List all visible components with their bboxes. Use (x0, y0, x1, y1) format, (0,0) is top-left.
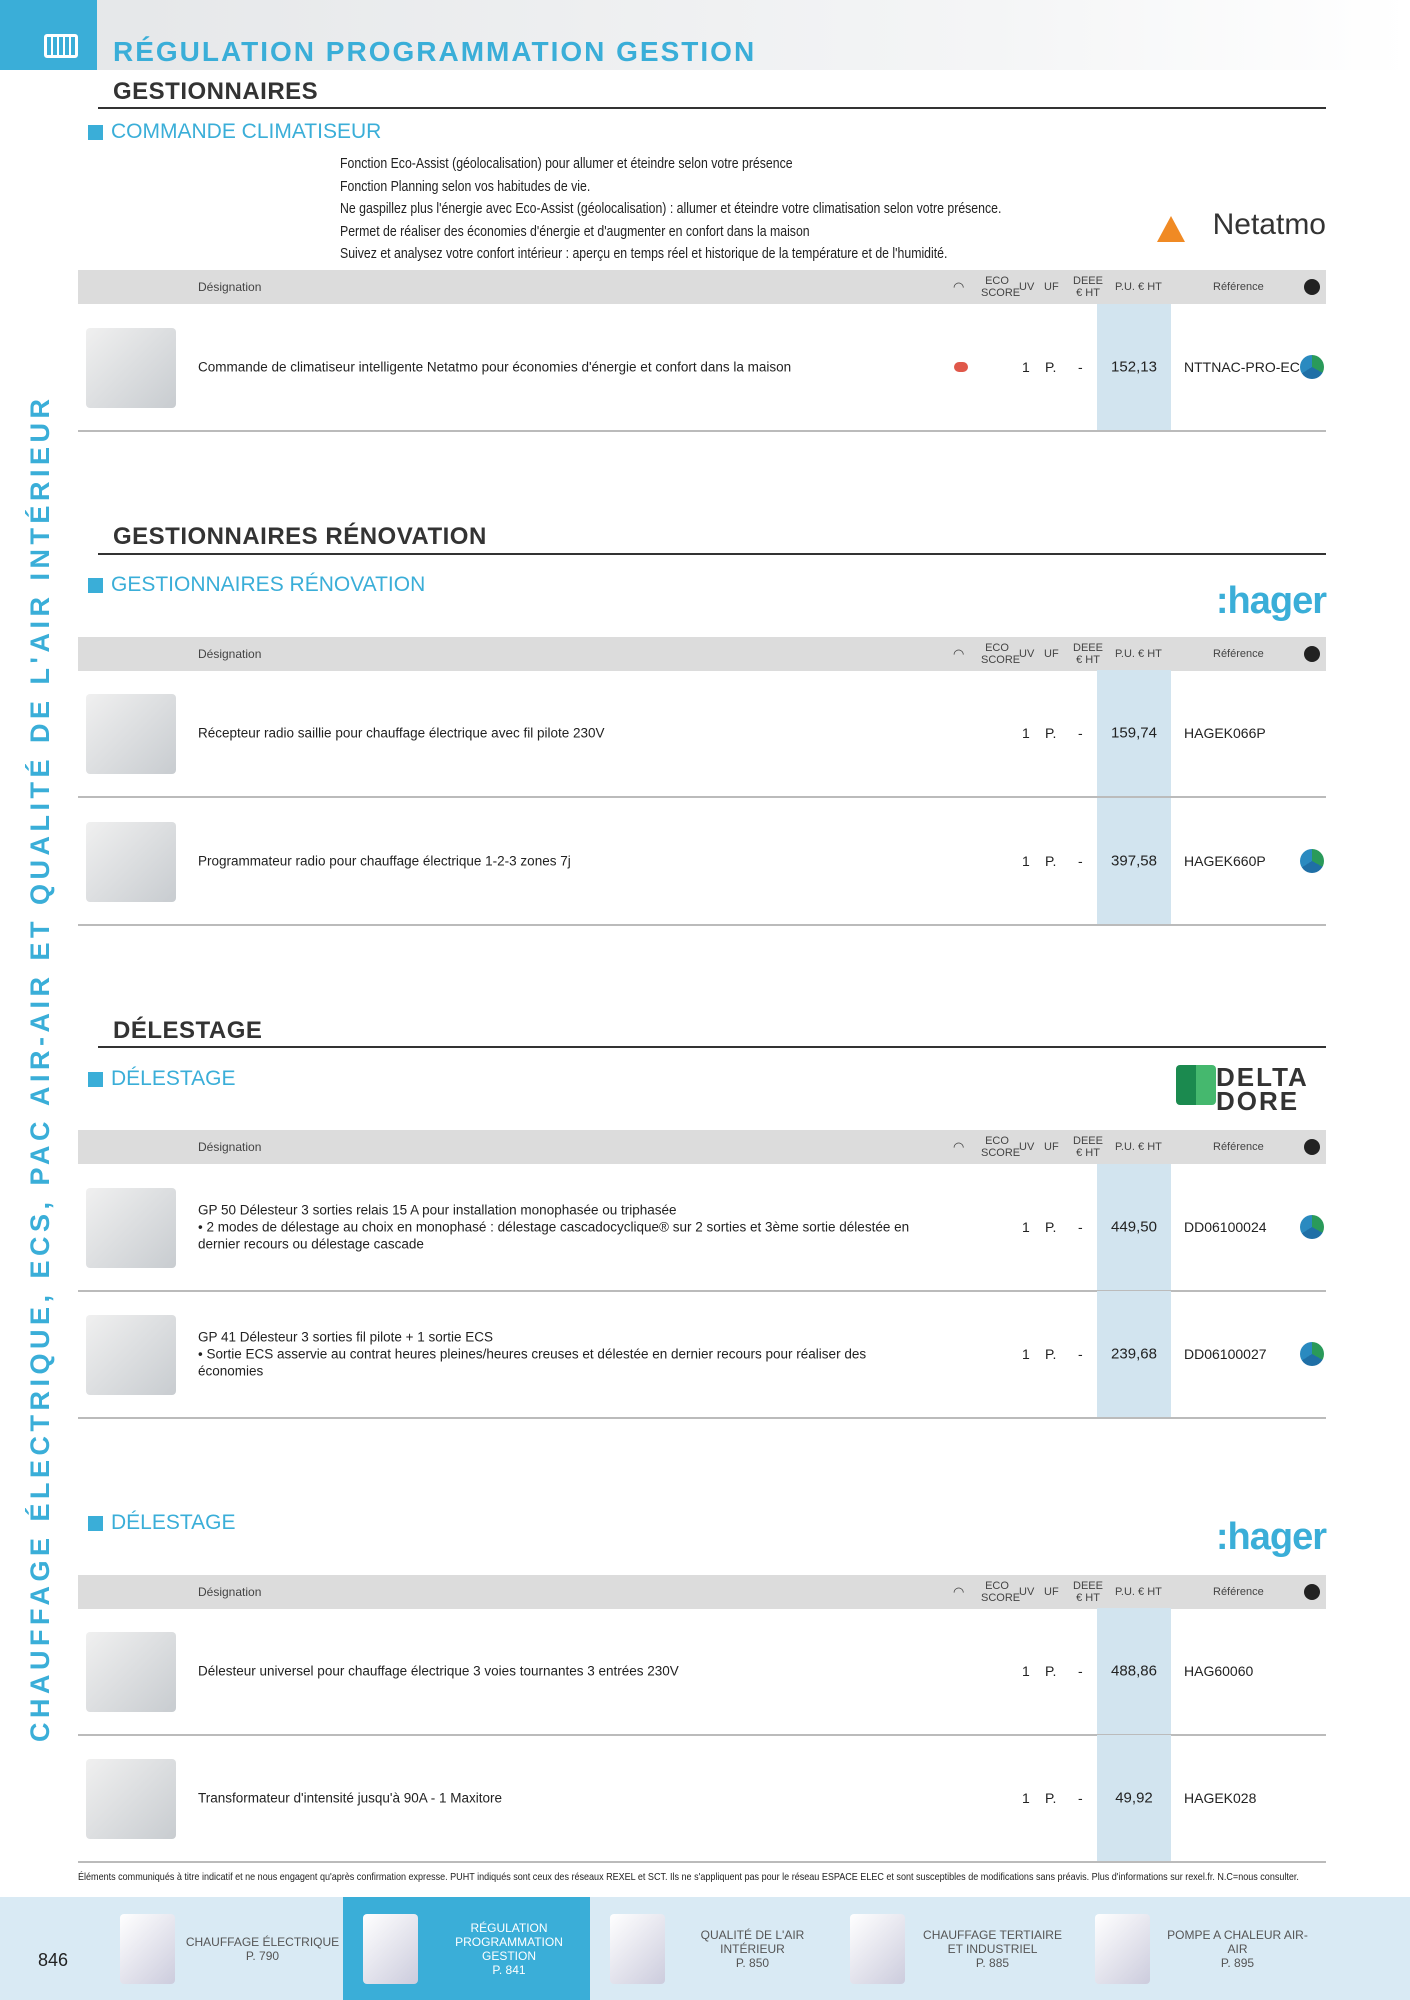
page-number: 846 (38, 1950, 69, 1970)
deee-cell: - (1078, 725, 1083, 741)
product-description (340, 153, 1001, 266)
connected-badge-icon (954, 362, 968, 372)
nav-thumbnail (610, 1914, 665, 1984)
subsection-heading (88, 1067, 235, 1091)
product-image (86, 822, 176, 902)
nav-item-3[interactable] (830, 1897, 1070, 2000)
th-deee: DEEE € HT (1073, 1580, 1103, 1604)
square-bullet-icon (88, 1072, 103, 1087)
subsection-heading (88, 1511, 235, 1535)
section-heading: GESTIONNAIRES RÉNOVATION (113, 523, 487, 550)
uv-cell: 1 (1022, 1663, 1030, 1679)
nav-label (428, 1921, 590, 1977)
th-deee: DEEE € HT (1073, 642, 1103, 666)
subsection-label: DÉLESTAGE (111, 1511, 236, 1534)
wifi-icon: ◠ (953, 646, 965, 661)
th-pu: P.U. € HT (1115, 1586, 1162, 1598)
nav-title: QUALITÉ DE L'AIR INTÉRIEUR (700, 1927, 805, 1956)
th-uf: UF (1044, 1141, 1059, 1153)
uv-cell: 1 (1022, 853, 1030, 869)
designation-text: GP 50 Délesteur 3 sorties relais 15 A pour installation monophasée ou triphasée (198, 1202, 677, 1218)
recycle-icon (1304, 279, 1320, 295)
th-reference: Référence (1213, 281, 1264, 293)
nav-item-4[interactable] (1075, 1897, 1315, 2000)
th-uf: UF (1044, 281, 1059, 293)
uv-cell: 1 (1022, 1790, 1030, 1806)
th-eco-score: ECO SCORE (981, 1580, 1021, 1604)
wifi-icon: ◠ (953, 1584, 965, 1599)
nav-title: CHAUFFAGE TERTIAIRE ET INDUSTRIEL (923, 1927, 1062, 1956)
uf-cell: P. (1045, 1219, 1057, 1235)
table-header (78, 270, 1326, 304)
uf-cell: P. (1045, 725, 1057, 741)
price-cell: 159,74 (1111, 724, 1157, 742)
price-cell: 239,68 (1111, 1345, 1157, 1363)
uf-cell: P. (1045, 853, 1057, 869)
nav-thumbnail (850, 1914, 905, 1984)
netatmo-logo-mark (1157, 216, 1185, 242)
description-line: Suivez et analysez votre confort intérieur : aperçu en temps réel et historique de la température et de l'humidité. (340, 245, 948, 262)
nav-title: POMPE A CHALEUR AIR-AIR (1167, 1927, 1308, 1956)
uv-cell: 1 (1022, 1219, 1030, 1235)
product-image (86, 694, 176, 774)
recycle-icon (1304, 1584, 1320, 1600)
designation-text: Programmateur radio pour chauffage électrique 1-2-3 zones 7j (198, 853, 571, 869)
nav-thumbnail (1095, 1914, 1150, 1984)
deee-cell: - (1078, 1663, 1083, 1679)
th-uv: UV (1019, 1141, 1035, 1153)
uf-cell: P. (1045, 359, 1057, 375)
th-eco-score: ECO SCORE (981, 642, 1021, 666)
table-row (78, 798, 1326, 926)
recycle-icon (1300, 1342, 1324, 1366)
nav-page: P. 790 (245, 1948, 280, 1963)
reference-cell: NTTNAC-PRO-EC (1184, 359, 1300, 375)
recycle-icon (1304, 646, 1320, 662)
uv-cell: 1 (1022, 1346, 1030, 1362)
price-cell: 152,13 (1111, 358, 1157, 376)
nav-title: CHAUFFAGE ÉLECTRIQUE (185, 1934, 340, 1949)
recycle-icon (1300, 355, 1324, 379)
table-header (78, 1130, 1326, 1164)
deee-cell: - (1078, 853, 1083, 869)
table-row (78, 670, 1326, 798)
designation-text: Transformateur d'intensité jusqu'à 90A - 1 Maxitore (198, 1790, 503, 1806)
category-icon (0, 0, 97, 70)
product-image (86, 1188, 176, 1268)
nav-page: P. 841 (492, 1962, 526, 1977)
radiator-icon (44, 34, 78, 58)
brand-logo: Netatmo (1212, 208, 1326, 241)
table-row (78, 1291, 1326, 1419)
designation-cell (198, 359, 918, 376)
designation-cell (198, 853, 918, 870)
nav-page: P. 895 (1220, 1955, 1255, 1970)
price-cell: 397,58 (1111, 852, 1157, 870)
section-heading: GESTIONNAIRES (113, 78, 319, 105)
nav-page: P. 850 (735, 1955, 770, 1970)
designation-cell (198, 725, 918, 742)
price-cell: 49,92 (1115, 1789, 1153, 1807)
deee-cell: - (1078, 1346, 1083, 1362)
section-heading: DÉLESTAGE (113, 1017, 263, 1044)
square-bullet-icon (88, 1516, 103, 1531)
description-line: Fonction Eco-Assist (géolocalisation) pour allumer et éteindre selon votre présence (340, 155, 793, 172)
subsection-label: DÉLESTAGE (111, 1067, 236, 1090)
subsection-heading (88, 573, 425, 597)
reference-cell: DD06100024 (1184, 1219, 1267, 1235)
reference-cell: HAGEK066P (1184, 725, 1266, 741)
description-line: Fonction Planning selon vos habitudes de vie. (340, 177, 591, 195)
brand-logo: :hager (1215, 580, 1326, 622)
th-uv: UV (1019, 1586, 1035, 1598)
deee-cell: - (1078, 359, 1083, 375)
product-image (86, 1759, 176, 1839)
th-deee: DEEE € HT (1073, 1135, 1103, 1159)
table-row (78, 1608, 1326, 1736)
th-eco-score: ECO SCORE (981, 275, 1021, 299)
designation-text: Délesteur universel pour chauffage électrique 3 voies tournantes 3 entrées 230V (198, 1663, 679, 1679)
subsection-label: COMMANDE CLIMATISEUR (111, 120, 382, 143)
designation-detail: • 2 modes de délestage au choix en monophasé : délestage cascadocyclique® sur 2 sorties et 3ème sortie délestée en dernier recours ou délestage cascade (198, 1219, 910, 1252)
wifi-icon: ◠ (953, 1139, 965, 1154)
page-title: RÉGULATION PROGRAMMATION GESTION (113, 36, 757, 67)
nav-page: P. 885 (975, 1955, 1010, 1970)
uf-cell: P. (1045, 1663, 1057, 1679)
table-row (78, 1735, 1326, 1863)
square-bullet-icon (88, 578, 103, 593)
delta-dore-logo-mark (1176, 1065, 1216, 1105)
description-line: Ne gaspillez plus l'énergie avec Eco-Assist (géolocalisation) : allumer et éteindre votre climatisation selon votre présence. (340, 200, 1002, 217)
square-bullet-icon (88, 125, 103, 140)
th-reference: Référence (1213, 1141, 1264, 1153)
uf-cell: P. (1045, 1790, 1057, 1806)
price-cell: 488,86 (1111, 1662, 1157, 1680)
subsection-heading (88, 120, 381, 144)
table-header (78, 637, 1326, 671)
th-pu: P.U. € HT (1115, 648, 1162, 660)
nav-label (915, 1928, 1070, 1970)
deee-cell: - (1078, 1790, 1083, 1806)
designation-cell (198, 1202, 918, 1253)
th-designation: Désignation (198, 280, 262, 294)
uf-cell: P. (1045, 1346, 1057, 1362)
product-image (86, 1315, 176, 1395)
nav-label (1160, 1928, 1315, 1970)
deee-cell: - (1078, 1219, 1083, 1235)
designation-detail: • Sortie ECS asservie au contrat heures pleines/heures creuses et délestée en dernier recours pour réaliser des économies (198, 1346, 867, 1379)
reference-cell: HAGEK028 (1184, 1790, 1257, 1806)
th-designation: Désignation (198, 1140, 262, 1154)
th-pu: P.U. € HT (1115, 281, 1162, 293)
nav-label (675, 1928, 830, 1970)
side-chapter-title: CHAUFFAGE ÉLECTRIQUE, ECS, PAC AIR-AIR ET QUALITÉ DE L'AIR INTÉRIEUR (25, 394, 55, 1742)
recycle-icon (1300, 1215, 1324, 1239)
designation-cell (198, 1329, 918, 1380)
table-row (78, 304, 1326, 432)
th-uf: UF (1044, 648, 1059, 660)
product-image (86, 328, 176, 408)
reference-cell: HAG60060 (1184, 1663, 1254, 1679)
price-cell: 449,50 (1111, 1218, 1157, 1236)
designation-text: Récepteur radio saillie pour chauffage électrique avec fil pilote 230V (198, 725, 605, 741)
designation-text: Commande de climatiseur intelligente Netatmo pour économies d'énergie et confort dans la maison (198, 359, 792, 375)
uv-cell: 1 (1022, 359, 1030, 375)
brand-logo: DELTA DORE (1216, 1062, 1308, 1116)
nav-thumbnail (363, 1914, 418, 1984)
heading-rule (98, 1046, 1326, 1048)
th-deee: DEEE € HT (1073, 275, 1103, 299)
th-designation: Désignation (198, 647, 262, 661)
description-line: Permet de réaliser des économies d'énergie et d'augmenter en confort dans la maison (340, 222, 810, 240)
heading-rule (98, 107, 1326, 109)
reference-cell: HAGEK660P (1184, 853, 1266, 869)
designation-text: GP 41 Délesteur 3 sorties fil pilote + 1 sortie ECS (198, 1329, 494, 1345)
nav-title: RÉGULATION PROGRAMMATION GESTION (455, 1920, 563, 1963)
table-header (78, 1575, 1326, 1609)
brand-logo: :hager (1215, 1516, 1326, 1558)
designation-cell (198, 1663, 918, 1680)
recycle-icon (1300, 849, 1324, 873)
th-uv: UV (1019, 648, 1035, 660)
subsection-label: GESTIONNAIRES RÉNOVATION (111, 573, 426, 596)
nav-thumbnail (120, 1914, 175, 1984)
table-row (78, 1164, 1326, 1292)
th-uf: UF (1044, 1586, 1059, 1598)
nav-item-0[interactable] (100, 1897, 340, 2000)
designation-cell (198, 1790, 918, 1807)
reference-cell: DD06100027 (1184, 1346, 1267, 1362)
uv-cell: 1 (1022, 725, 1030, 741)
footer-note: Éléments communiqués à titre indicatif et ne nous engagent qu'après confirmation expresse. PUHT indiqués sont ceux des réseaux REXEL et SCT. Ils ne s'appliquent pas pour le réseau ESPACE ELEC et sont susceptibles de modifications sans préavis. Plus d'informations sur rexel.fr. N.C=nous consulter. (78, 1871, 1299, 1883)
recycle-icon (1304, 1139, 1320, 1155)
th-reference: Référence (1213, 1586, 1264, 1598)
product-image (86, 1632, 176, 1712)
nav-item-2[interactable] (590, 1897, 830, 2000)
th-designation: Désignation (198, 1585, 262, 1599)
nav-label (185, 1935, 340, 1963)
nav-item-1[interactable] (343, 1897, 590, 2000)
wifi-icon: ◠ (953, 279, 965, 294)
th-reference: Référence (1213, 648, 1264, 660)
heading-rule (98, 553, 1326, 555)
th-pu: P.U. € HT (1115, 1141, 1162, 1153)
th-uv: UV (1019, 281, 1035, 293)
th-eco-score: ECO SCORE (981, 1135, 1021, 1159)
